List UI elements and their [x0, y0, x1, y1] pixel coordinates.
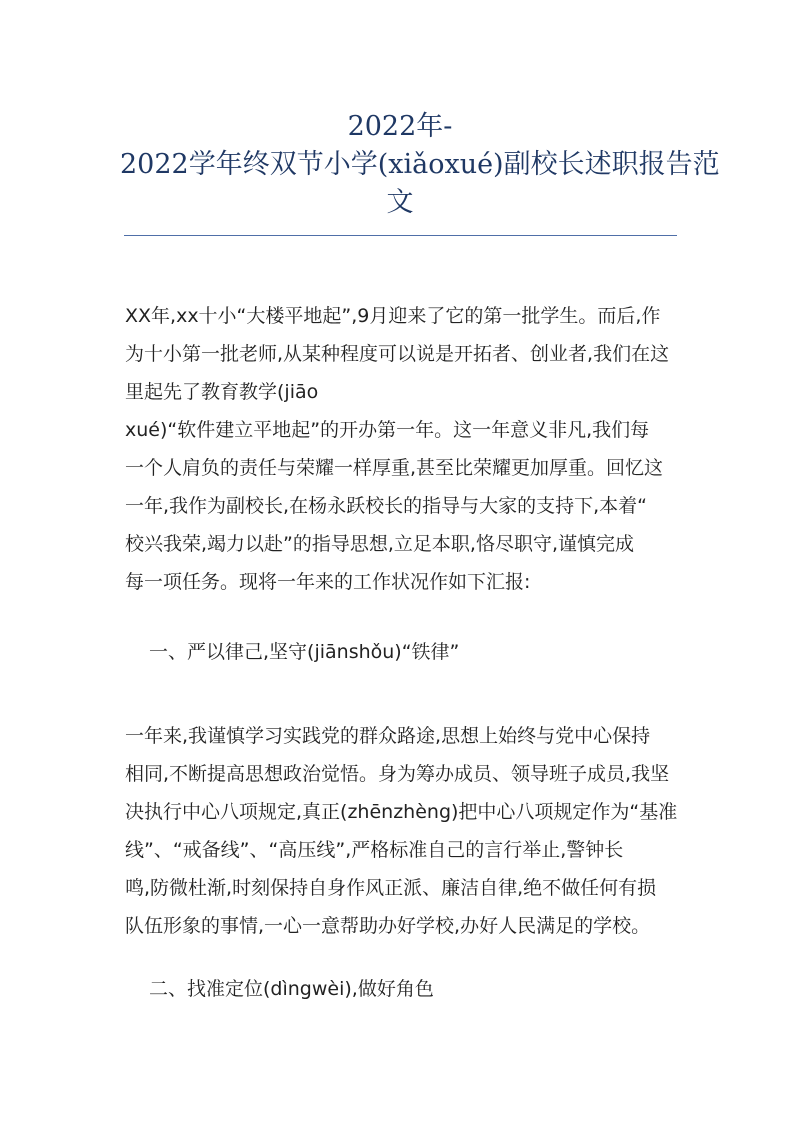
title-line: 2022年- — [347, 111, 453, 142]
paragraph-section-1 — [125, 717, 680, 945]
text-line: XX年,xx十小“大楼平地起”,9月迎来了它的第一批学生。而后,作 — [125, 305, 661, 327]
text-line: 线”、“戒备线”、“高压线”,严格标准自己的言行举止,警钟长 — [125, 839, 624, 861]
heading-text: 二、找准定位(dìngwèi),做好角色 — [149, 978, 434, 1000]
paragraph-intro — [125, 297, 680, 601]
text-line: 队伍形象的事情,一心一意帮助办好学校,办好人民满足的学校。 — [125, 915, 651, 937]
text-line: 校兴我荣,竭力以赴”的指导思想,立足本职,恪尽职守,谨慎完成 — [125, 533, 635, 555]
text-line: 每一项任务。现将一年来的工作状况作如下汇报: — [125, 571, 531, 593]
title-line: 文 — [386, 187, 414, 218]
text-line: 决执行中心八项规定,真正(zhēnzhèng)把中心八项规定作为“基准 — [125, 801, 678, 823]
heading-text: 一、严以律己,坚守(jiānshǒu)“铁律” — [149, 641, 460, 663]
document-title — [120, 108, 720, 222]
title-divider — [124, 235, 677, 236]
text-line: xué)“软件建立平地起”的开办第一年。这一年意义非凡,我们每 — [125, 419, 650, 441]
section-heading-1 — [125, 633, 680, 671]
text-line: 鸣,防微杜渐,时刻保持自身作风正派、廉洁自律,绝不做任何有损 — [125, 877, 657, 899]
text-line: 一年,我作为副校长,在杨永跃校长的指导与大家的支持下,本着“ — [125, 495, 647, 517]
text-line: 为十小第一批老师,从某种程度可以说是开拓者、创业者,我们在这 — [125, 343, 670, 365]
text-line: 相同,不断提高思想政治觉悟。身为筹办成员、领导班子成员,我坚 — [125, 763, 670, 785]
title-line: 2022学年终双节小学(xiǎoxué)副校长述职报告范 — [120, 149, 720, 180]
text-line: 一年来,我谨慎学习实践党的群众路途,思想上始终与党中心保持 — [125, 725, 651, 747]
section-heading-2 — [125, 970, 680, 1008]
text-line: 一个人肩负的责任与荣耀一样厚重,甚至比荣耀更加厚重。回忆这 — [125, 457, 664, 479]
text-line: 里起先了教育教学(jiāo — [125, 381, 319, 403]
